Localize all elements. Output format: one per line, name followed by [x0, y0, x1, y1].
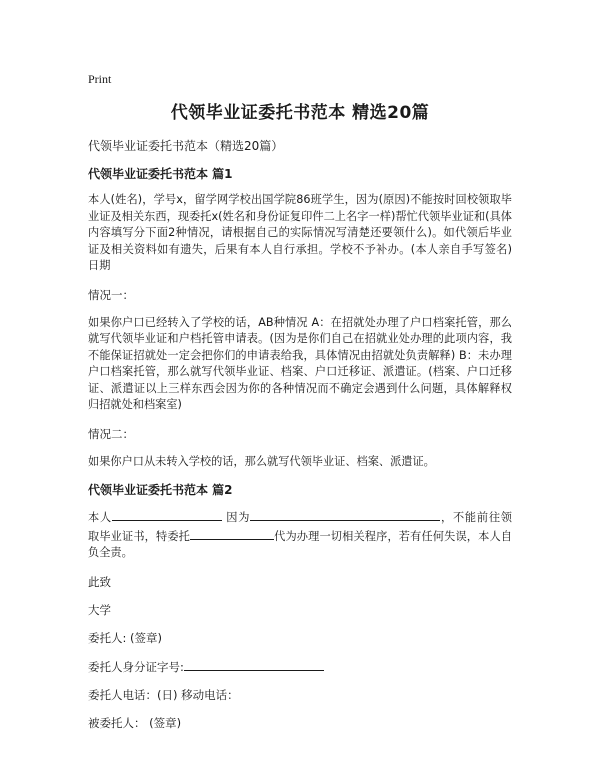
delegation-statement	[88, 508, 512, 562]
agent-signature: 被委托人： (签章)	[88, 715, 182, 730]
principal-phone: 委托人电话：(日) 移动电话：	[88, 687, 239, 702]
section-1-heading: 代领毕业证委托书范本 篇1	[88, 167, 233, 181]
section-1-paragraph: 本人(姓名)，学号x，留学网学校出国学院86班学生，因为(原因)不能按时回校领取毕业证及相关东西，现委托x(姓名和身份证复印件二上名字一样)帮忙代领毕业证和(具体内容填写分下面2种情况，请根据自己的实际情况写清楚还要领什么)。如代领后毕业证及相关资料如有遗失，后果有本人自行承担。学校不予补办。(本人亲自手写签名) 日期	[88, 193, 512, 272]
principal-id-line	[88, 658, 512, 675]
case-1-text: 如果你户口已经转入了学校的话，AB种情况 A：在招就处办理了户口档案托管，那么就写代领毕业证和户档托管申请表。(因为是你们自己在招就业处办理的此项内容，我不能保证招就处一定会把你们的申请表给我，具体情况由招就处负责解释) B：未办理户口档案托管，那么就写代领毕业证、档案、户口迁移证、派遣证。(档案、户口迁移证、派遣证以上三样东西会因为你的各种情况而不确定会遇到什么问题，具体解释权归招就处和档案室)	[88, 315, 512, 411]
principal-signature: 委托人: (签章)	[88, 630, 163, 645]
case-2-text: 如果你户口从未转入学校的话，那么就写代领毕业证、档案、派遣证。	[88, 454, 435, 468]
case-2-label: 情况二：	[88, 426, 134, 441]
print-label[interactable]: Print	[88, 72, 112, 86]
statement-responsibility: 代为办理一切相关程序，若有任何失误，本人自负全责。	[88, 529, 512, 559]
statement-cannot-collect: ，不能前往领取毕业证书，特委托	[88, 511, 512, 543]
section-2-heading: 代领毕业证委托书范本 篇2	[88, 483, 233, 497]
document-subtitle: 代领毕业证委托书范本（精选20篇）	[88, 139, 284, 153]
document-title: 代领毕业证委托书范本 精选20篇	[170, 103, 430, 123]
agent-blank	[190, 527, 274, 540]
case-1-label: 情况一：	[88, 287, 134, 302]
statement-self: 本人	[88, 511, 112, 524]
reason-blank	[250, 508, 440, 521]
principal-id-label: 委托人身分证字号:	[88, 659, 184, 674]
statement-because: 因为	[226, 511, 251, 524]
salutation: 此致	[88, 574, 111, 589]
name-blank	[112, 508, 222, 521]
recipient: 大学	[88, 602, 111, 617]
principal-id-blank	[184, 658, 324, 671]
